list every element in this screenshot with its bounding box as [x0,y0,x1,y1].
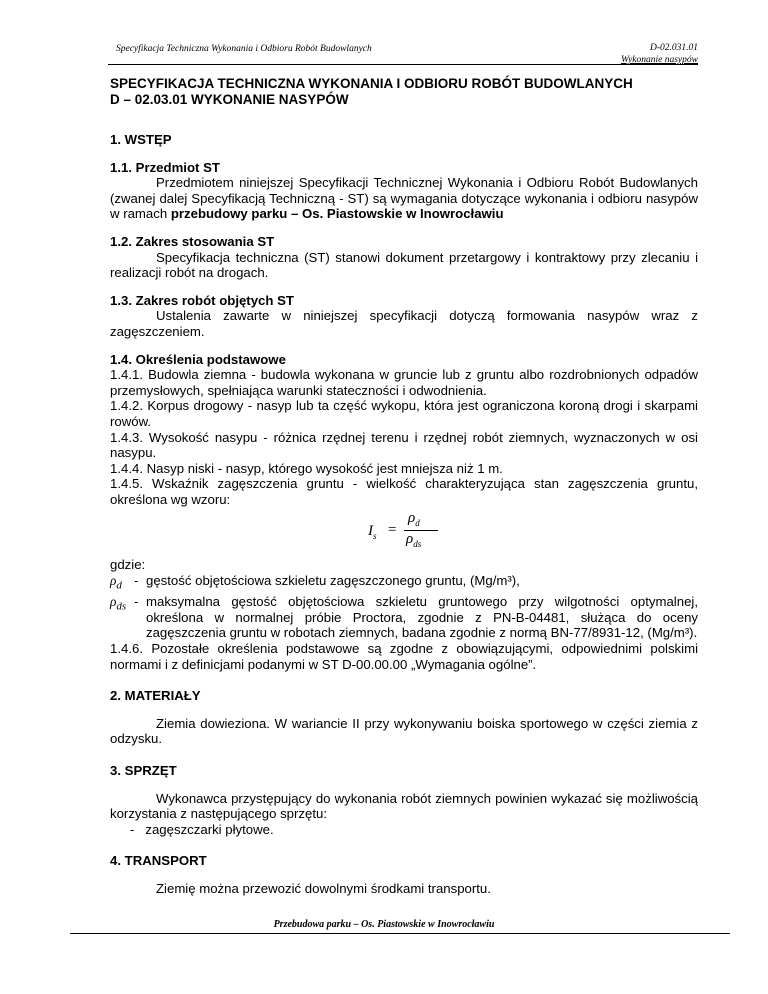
header-divider [108,64,698,65]
section-3-text: Wykonawca przystępujący do wykonania robót ziemnych powinien wykazać się możliwością korzystania z następującego sprzętu: [110,790,698,822]
section-1-4-heading: 1.4. Określenia podstawowe [110,351,286,367]
section-1-1-text: Przedmiotem niniejszej Specyfikacji Technicznej Wykonania i Odbioru Robót Budowlanych (zwanej dalej Specyfikacją Techniczną - ST) są wymagania dotyczące wykonania i odbioru nasypów w ramach przebudowy parku – Os. Piastowskie w Inowrocławiu [110,175,698,222]
formula-denominator: $\rho_{ds}$ [406,531,422,550]
footer-text: Przebudowa parku – Os. Piastowskie w Inowrocławiu [273,919,495,930]
section-1-1-heading: 1.1. Przedmiot ST [110,159,220,175]
header-code: D-02.031.01 [649,43,698,53]
where-list [110,573,698,641]
definition-1-4-4: 1.4.4. Nasyp niski - nasyp, którego wysokość jest mniejsza niż 1 m. [110,460,503,476]
where-item-rho-ds: $\rho_{ds}$ - maksymalna gęstość objętościowa szkieletu gruntowego przy wilgotności optymalnej, określona w normalnej próbie Proctora, zgodnie z PN-B-04481, służąca do oceny zagęszczenia gruntu w robotach ziemnych, badana zgodnie z normą BN-77/8931-12, (Mg/m³). [110,594,698,641]
formula-numerator: $\rho_d$ [408,510,420,529]
section-3-heading: 3. SPRZĘT [110,763,177,779]
formula-lhs: $I_s$ [368,523,377,542]
section-1-3-text: Ustalenia zawarte w niniejszej specyfikacji dotyczą formowania nasypów wraz z zagęszczeniem. [110,308,698,339]
section-1-2-heading: 1.2. Zakres stosowania ST [110,233,275,249]
definition-1-4-2: 1.4.2. Korpus drogowy - nasyp lub ta część wykopu, która jest ograniczona koroną drogi i skarpami rowów. [110,398,698,429]
definition-1-4-3: 1.4.3. Wysokość nasypu - różnica rzędnej terenu i rzędnej robót ziemnych, wyznaczonych w osi nasypu. [110,429,698,461]
header-subtitle: Wykonanie nasypów [621,55,698,65]
compaction-formula [110,511,698,553]
section-1-3-heading: 1.3. Zakres robót objętych ST [110,292,294,308]
header-left: Specyfikacja Techniczna Wykonania i Odbioru Robót Budowlanych [116,44,372,54]
section-2-text: Ziemia dowieziona. W wariancie II przy wykonywaniu boiska sportowego w części ziemia z odzysku. [110,715,698,747]
header-right [621,42,698,66]
doc-title-line2: D – 02.03.01 WYKONANIE NASYPÓW [110,92,349,107]
doc-title-line1: SPECYFIKACJA TECHNICZNA WYKONANIA I ODBIORU ROBÓT BUDOWLANYCH [110,76,633,91]
footer-divider [70,933,730,934]
document-body [110,68,698,897]
where-item-rho-d: $\rho_d$ - gęstość objętościowa szkieletu zagęszczonego gruntu, (Mg/m³), [110,573,520,592]
where-label: gdzie: [110,557,146,573]
section-1-heading: 1. WSTĘP [110,132,172,147]
definition-1-4-1: 1.4.1. Budowla ziemna - budowla wykonana w gruncie lub z gruntu albo rozdrobnionych odpadów przemysłowych, spełniająca warunki stateczności i odwodnienia. [110,367,698,398]
formula-equals: = [388,522,397,539]
section-2-heading: 2. MATERIAŁY [110,688,201,704]
definition-1-4-5: 1.4.5. Wskaźnik zagęszczenia gruntu - wielkość charakteryzująca stan zagęszczenia gruntu, określona wg wzoru: [110,476,698,507]
section-1-2-text: Specyfikacja techniczna (ST) stanowi dokument przetargowy i kontraktowy przy zlecaniu i realizacji robót na drogach. [110,249,698,281]
section-3-bullet: - zagęszczarki płytowe. [130,821,274,837]
section-4-heading: 4. TRANSPORT [110,853,207,869]
section-4-text: Ziemię można przewozić dowolnymi środkami transportu. [156,881,491,897]
definition-1-4-6: 1.4.6. Pozostałe określenia podstawowe są zgodne z obowiązującymi, odpowiednimi polskimi normami i z definicjami podanymi w ST D-00.00.00 „Wymagania ogólne”. [110,641,698,672]
